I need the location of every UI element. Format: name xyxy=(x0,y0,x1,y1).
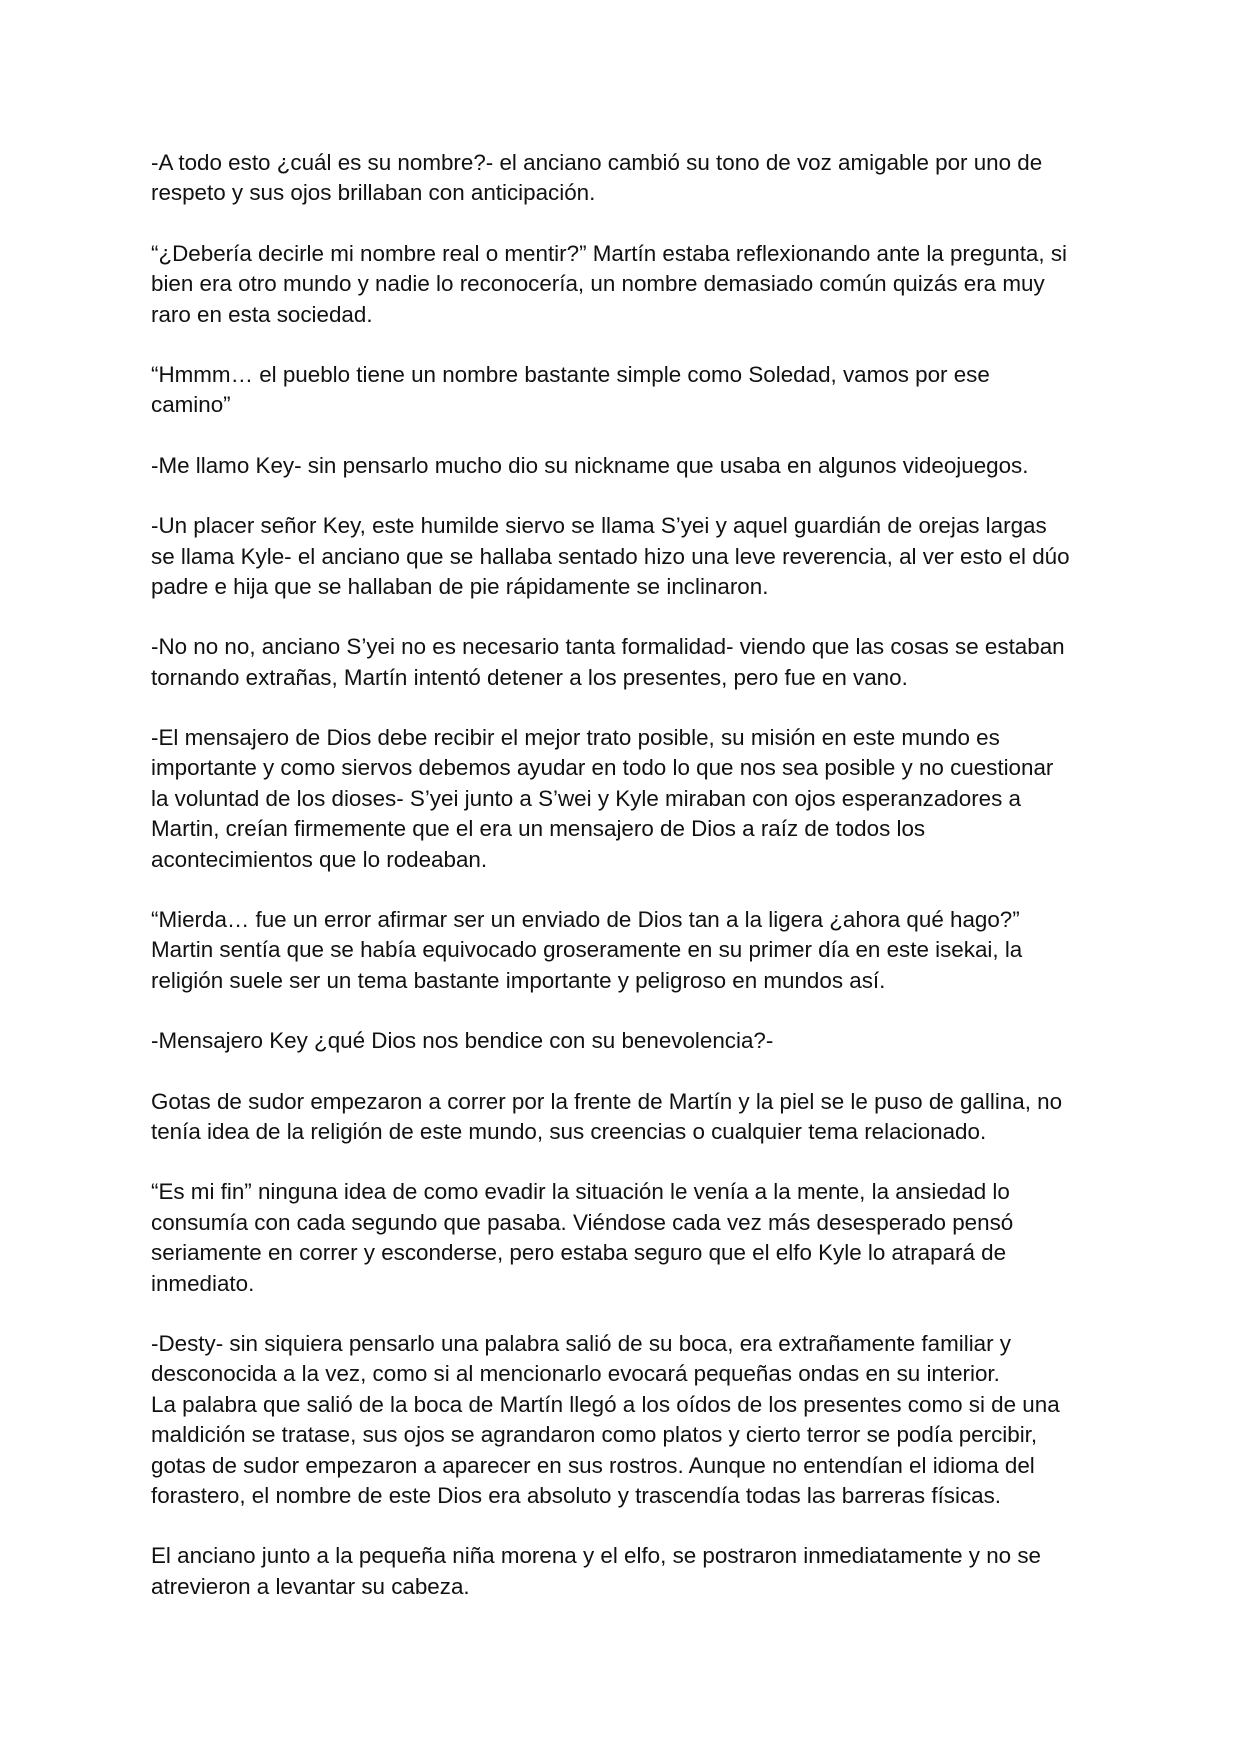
paragraph xyxy=(151,1026,1101,1056)
text-line: -Desty- sin siquiera pensarlo una palabra salió de su boca, era extrañamente familiar y xyxy=(151,1330,1011,1356)
text-line: seriamente en correr y esconderse, pero estaba seguro que el elfo Kyle lo atrapará de xyxy=(151,1240,1007,1266)
text-line: la voluntad de los dioses- S’yei junto a S’wei y Kyle miraban con ojos esperanzadores a xyxy=(151,785,1021,811)
paragraph xyxy=(151,239,1101,330)
text-line: camino” xyxy=(151,392,231,418)
text-line: atrevieron a levantar su cabeza. xyxy=(151,1573,470,1599)
text-line: importante y como siervos debemos ayudar en todo lo que nos sea posible y no cuestionar xyxy=(151,755,1054,781)
paragraph xyxy=(151,451,1101,481)
text-line: forastero, el nombre de este Dios era absoluto y trascendía todas las barreras físicas. xyxy=(151,1482,1002,1508)
text-line: inmediato. xyxy=(151,1270,255,1296)
text-line: “¿Debería decirle mi nombre real o mentir?” Martín estaba reflexionando ante la pregunta, si xyxy=(151,240,1067,266)
text-line: El anciano junto a la pequeña niña morena y el elfo, se postraron inmediatamente y no se xyxy=(151,1543,1041,1569)
paragraph xyxy=(151,1541,1101,1602)
text-line: “Es mi fin” ninguna idea de como evadir la situación le venía a la mente, la ansiedad lo xyxy=(151,1179,1010,1205)
text-line: -Mensajero Key ¿qué Dios nos bendice con su benevolencia?- xyxy=(151,1028,774,1054)
paragraph xyxy=(151,905,1101,996)
text-line: gotas de sudor empezaron a aparecer en sus rostros. Aunque no entendían el idioma del xyxy=(151,1452,1035,1478)
text-line: acontecimientos que lo rodeaban. xyxy=(151,846,488,872)
text-line: desconocida a la vez, como si al mencionarlo evocará pequeñas ondas en su interior. xyxy=(151,1361,1000,1387)
text-line: se llama Kyle- el anciano que se hallaba sentado hizo una leve reverencia, al ver esto el dúo xyxy=(151,543,1070,569)
text-line: -Un placer señor Key, este humilde siervo se llama S’yei y aquel guardián de orejas largas xyxy=(151,513,1047,539)
text-line: tornando extrañas, Martín intentó detener a los presentes, pero fue en vano. xyxy=(151,664,908,690)
text-line: -Me llamo Key- sin pensarlo mucho dio su nickname que usaba en algunos videojuegos. xyxy=(151,452,1029,478)
text-line: tenía idea de la religión de este mundo, sus creencias o cualquier tema relacionado. xyxy=(151,1118,987,1144)
text-line: -El mensajero de Dios debe recibir el mejor trato posible, su misión en este mundo es xyxy=(151,725,1000,751)
paragraph xyxy=(151,1087,1101,1148)
paragraph xyxy=(151,723,1101,875)
text-line: Martin, creían firmemente que el era un mensajero de Dios a raíz de todos los xyxy=(151,816,926,842)
paragraph xyxy=(151,1329,1101,1511)
text-line: La palabra que salió de la boca de Martín llegó a los oídos de los presentes como si de una xyxy=(151,1391,1060,1417)
paragraph xyxy=(151,632,1101,693)
text-line: religión suele ser un tema bastante importante y peligroso en mundos así. xyxy=(151,967,886,993)
text-line: consumía con cada segundo que pasaba. Viéndose cada vez más desesperado pensó xyxy=(151,1209,1014,1235)
text-line: raro en esta sociedad. xyxy=(151,301,373,327)
document-body xyxy=(151,148,1101,1602)
text-line: padre e hija que se hallaban de pie rápidamente se inclinaron. xyxy=(151,573,769,599)
paragraph xyxy=(151,148,1101,209)
paragraph xyxy=(151,1177,1101,1299)
paragraph xyxy=(151,360,1101,421)
text-line: Martin sentía que se había equivocado groseramente en su primer día en este isekai, la xyxy=(151,937,1023,963)
text-line: -A todo esto ¿cuál es su nombre?- el anciano cambió su tono de voz amigable por uno de xyxy=(151,150,1043,175)
text-line: “Mierda… fue un error afirmar ser un enviado de Dios tan a la ligera ¿ahora qué hago?” xyxy=(151,907,1020,933)
text-line: -No no no, anciano S’yei no es necesario tanta formalidad- viendo que las cosas se estaban xyxy=(151,634,1065,660)
text-line: “Hmmm… el pueblo tiene un nombre bastante simple como Soledad, vamos por ese xyxy=(151,361,990,387)
paragraph xyxy=(151,511,1101,602)
text-line: maldición se tratase, sus ojos se agrandaron como platos y cierto terror se podía percibir, xyxy=(151,1422,1038,1448)
text-line: Gotas de sudor empezaron a correr por la frente de Martín y la piel se le puso de gallina, no xyxy=(151,1088,1063,1114)
text-line: respeto y sus ojos brillaban con anticipación. xyxy=(151,180,596,206)
text-line: bien era otro mundo y nadie lo reconocería, un nombre demasiado común quizás era muy xyxy=(151,271,1045,297)
